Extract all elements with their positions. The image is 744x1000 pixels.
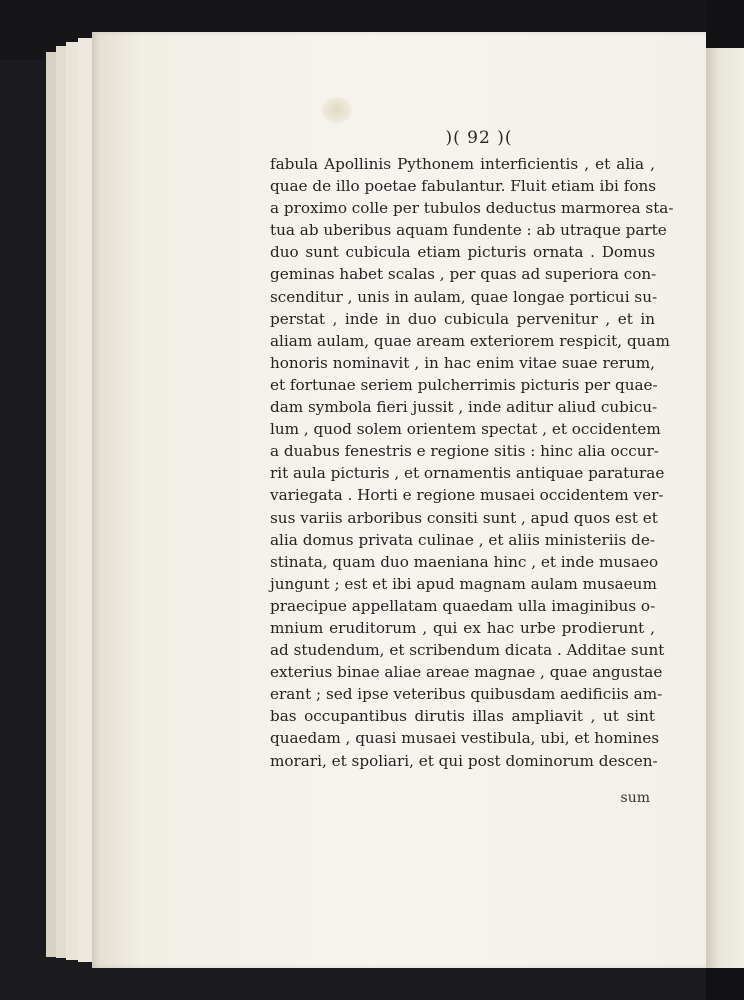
text-line: et fortunae seriem pulcherrimis picturis per quae- (270, 375, 658, 394)
text-line: scenditur , unis in aulam, quae longae porticui su- (270, 287, 658, 306)
text-line: jungunt ; est et ibi apud magnam aulam musaeum (270, 574, 657, 593)
text-line: tua ab uberibus aquam fundente : ab utraque parte (270, 221, 667, 240)
page-number: )( 92 )( (445, 128, 513, 148)
text-line: ad studendum, et scribendum dicata . Additae sunt (270, 641, 665, 660)
text-line: a duabus fenestris e regione sitis : hinc alia occur- (270, 442, 659, 461)
text-line: erant ; sed ipse veteribus quibusdam aedificiis am- (270, 685, 663, 704)
text-line: perstat , inde in duo cubicula pervenitur , et in (270, 309, 655, 328)
text-line: alia domus privata culinae , et aliis ministeriis de- (270, 530, 655, 549)
text-line: sus variis arboribus consiti sunt , apud quos est et (270, 508, 658, 527)
text-line: lum , quod solem orientem spectat , et occidentem (270, 420, 661, 439)
text-line: a proximo colle per tubulos deductus marmorea sta- (270, 199, 674, 218)
page-text-block (270, 153, 674, 772)
text-line: variegata . Horti e regione musaei occidentem ver- (270, 486, 664, 505)
text-line: quaedam , quasi musaei vestibula, ubi, et homines (270, 729, 660, 748)
text-line: dam symbola fieri jussit , inde aditur aliud cubicu- (270, 398, 658, 417)
text-line: bas occupantibus dirutis illas ampliavit , ut sint (270, 707, 655, 726)
text-line: duo sunt cubicula etiam picturis ornata . Domus (270, 243, 655, 262)
text-line: praecipue appellatam quaedam ulla imaginibus o- (270, 596, 656, 615)
text-line: mnium eruditorum , qui ex hac urbe prodierunt , (270, 618, 655, 637)
text-line: exterius binae aliae areae magnae , quae angustae (270, 663, 663, 682)
catchword: sum (620, 790, 650, 806)
facing-page-edge (706, 48, 744, 968)
text-line: morari, et spoliari, et qui post dominorum descen- (270, 751, 658, 770)
text-line: honoris nominavit , in hac enim vitae suae rerum, (270, 353, 655, 372)
text-line: quae de illo poetae fabulantur. Fluit etiam ibi fons (270, 177, 657, 196)
text-line: stinata, quam duo maeniana hinc , et inde musaeo (270, 552, 659, 571)
text-line: geminas habet scalas , per quas ad superiora con- (270, 265, 657, 284)
paper-stain (322, 97, 352, 123)
text-line: fabula Apollinis Pythonem interficientis , et alia , (270, 155, 655, 173)
text-line: aliam aulam, quae aream exteriorem respicit, quam (270, 331, 670, 350)
text-line: rit aula picturis , et ornamentis antiquae paraturae (270, 464, 665, 483)
